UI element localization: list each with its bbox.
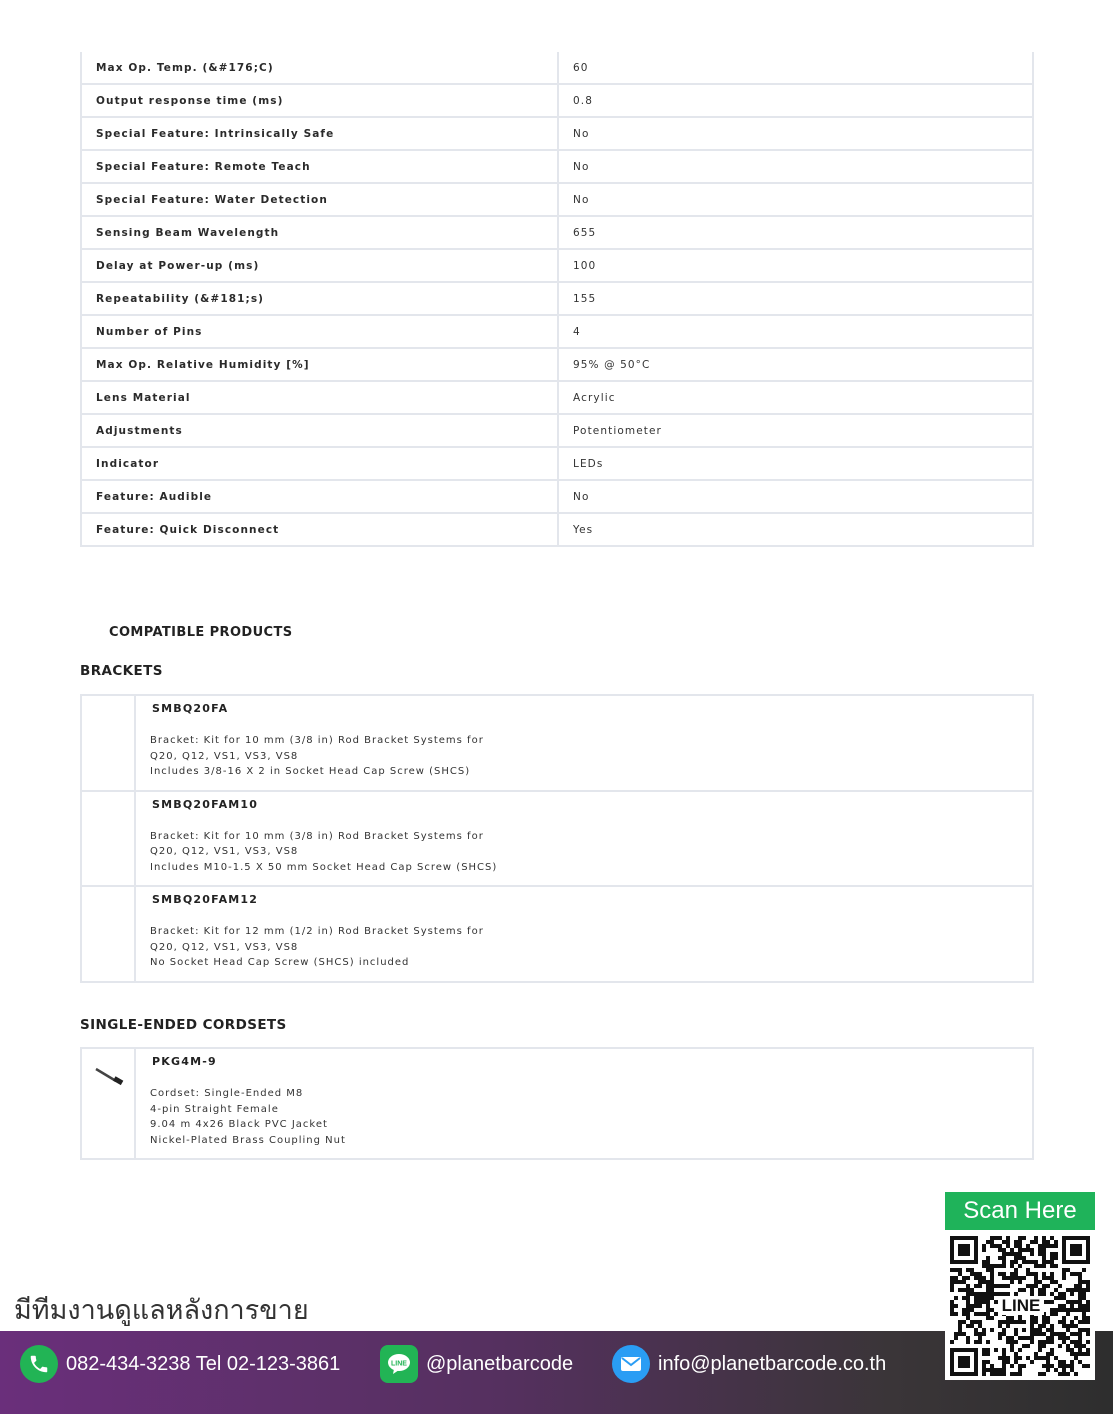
product-row[interactable]	[81, 1048, 1033, 1159]
product-description-line: Q20, Q12, VS1, VS3, VS8	[150, 750, 299, 762]
line-qr-code-card[interactable]	[945, 1192, 1095, 1380]
spec-value: 155	[558, 282, 1033, 315]
spec-row	[81, 117, 1033, 150]
spec-value: No	[558, 117, 1033, 150]
spec-value: 0.8	[558, 84, 1033, 117]
product-row[interactable]	[81, 791, 1033, 887]
line-id: @planetbarcode	[426, 1352, 574, 1375]
spec-label: Max Op. Relative Humidity [%]	[81, 348, 558, 381]
brackets-table	[80, 694, 1034, 983]
spec-label: Indicator	[81, 447, 558, 480]
spec-value: No	[558, 183, 1033, 216]
product-description	[150, 1086, 1018, 1148]
brackets-section-title: BRACKETS	[80, 663, 163, 679]
spec-value: 655	[558, 216, 1033, 249]
product-description-cell	[135, 695, 1033, 791]
spec-row	[81, 315, 1033, 348]
spec-row	[81, 282, 1033, 315]
product-image-cell	[81, 791, 135, 887]
spec-value: 100	[558, 249, 1033, 282]
line-contact[interactable]	[380, 1345, 573, 1383]
svg-text:LINE: LINE	[391, 1360, 407, 1368]
spec-value: Acrylic	[558, 381, 1033, 414]
spec-row	[81, 183, 1033, 216]
spec-label: Feature: Quick Disconnect	[81, 513, 558, 546]
cordset-cable-icon	[82, 1049, 134, 1089]
spec-label: Max Op. Temp. (&#176;C)	[81, 52, 558, 84]
phone-number: 082-434-3238 Tel 02-123-3861	[66, 1352, 341, 1375]
product-image-cell	[81, 1048, 135, 1159]
spec-row	[81, 414, 1033, 447]
spec-label: Lens Material	[81, 381, 558, 414]
after-sales-tagline: มีทีมงานดูแลหลังการขาย	[14, 1295, 309, 1326]
spec-value: Yes	[558, 513, 1033, 546]
product-description-line: Bracket: Kit for 10 mm (3/8 in) Rod Bracket Systems for	[150, 735, 484, 746]
cordsets-table	[80, 1047, 1034, 1160]
product-description-cell	[135, 791, 1033, 887]
product-description	[150, 924, 1018, 971]
product-description-line: Bracket: Kit for 10 mm (3/8 in) Rod Bracket Systems for	[150, 830, 484, 842]
spec-label: Special Feature: Water Detection	[81, 183, 558, 216]
product-name[interactable]: SMBQ20FAM12	[152, 893, 259, 906]
qr-header: Scan Here	[945, 1192, 1095, 1230]
spec-row	[81, 84, 1033, 117]
spec-row	[81, 381, 1033, 414]
product-description-line: 4-pin Straight Female	[150, 1103, 279, 1115]
spec-label: Delay at Power-up (ms)	[81, 249, 558, 282]
product-description-line: Nickel-Plated Brass Coupling Nut	[150, 1134, 346, 1146]
product-description	[150, 829, 1018, 876]
spec-label: Number of Pins	[81, 315, 558, 348]
spec-row	[81, 216, 1033, 249]
product-image-cell	[81, 695, 135, 791]
email-contact[interactable]	[612, 1345, 886, 1383]
qr-line-label: LINE	[998, 1296, 1044, 1315]
mail-icon	[612, 1345, 650, 1383]
spec-label: Repeatability (&#181;s)	[81, 282, 558, 315]
product-name[interactable]: SMBQ20FA	[152, 702, 229, 715]
product-description-line: Includes M10-1.5 X 50 mm Socket Head Cap Screw (SHCS)	[150, 861, 498, 873]
spec-value: 60	[558, 52, 1033, 84]
product-description-line: Includes 3/8-16 X 2 in Socket Head Cap Screw (SHCS)	[150, 766, 471, 777]
spec-row	[81, 52, 1033, 84]
product-description-line: Cordset: Single-Ended M8	[150, 1088, 304, 1099]
product-description-line: Bracket: Kit for 12 mm (1/2 in) Rod Bracket Systems for	[150, 926, 484, 937]
spec-table	[80, 52, 1034, 547]
spec-value: No	[558, 480, 1033, 513]
product-image-cell	[81, 886, 135, 982]
product-description-line: Q20, Q12, VS1, VS3, VS8	[150, 941, 299, 953]
spec-row	[81, 447, 1033, 480]
spec-value: 4	[558, 315, 1033, 348]
spec-label: Output response time (ms)	[81, 84, 558, 117]
spec-label: Special Feature: Intrinsically Safe	[81, 117, 558, 150]
product-description-line: No Socket Head Cap Screw (SHCS) included	[150, 957, 410, 968]
cordsets-section-title: SINGLE-ENDED CORDSETS	[80, 1017, 287, 1033]
email-address: info@planetbarcode.co.th	[658, 1352, 887, 1375]
product-description-line: Q20, Q12, VS1, VS3, VS8	[150, 846, 299, 857]
spec-value: Potentiometer	[558, 414, 1033, 447]
spec-label: Special Feature: Remote Teach	[81, 150, 558, 183]
product-name[interactable]: SMBQ20FAM10	[152, 797, 259, 811]
spec-value: 95% @ 50°C	[558, 348, 1033, 381]
product-description-line: 9.04 m 4x26 Black PVC Jacket	[150, 1119, 328, 1130]
qr-code	[950, 1236, 1090, 1376]
spec-row	[81, 249, 1033, 282]
spec-label: Sensing Beam Wavelength	[81, 216, 558, 249]
compatible-products-title: COMPATIBLE PRODUCTS	[109, 625, 293, 640]
spec-row	[81, 150, 1033, 183]
line-app-icon	[380, 1345, 418, 1383]
spec-row	[81, 480, 1033, 513]
product-name[interactable]: PKG4M-9	[152, 1055, 217, 1068]
spec-value: No	[558, 150, 1033, 183]
phone-contact[interactable]	[20, 1345, 340, 1383]
product-description	[150, 733, 1018, 780]
product-row[interactable]	[81, 695, 1033, 791]
spec-row	[81, 513, 1033, 546]
product-row[interactable]	[81, 886, 1033, 982]
phone-icon	[20, 1345, 58, 1383]
spec-label: Feature: Audible	[81, 480, 558, 513]
product-description-cell	[135, 1048, 1033, 1159]
spec-row	[81, 348, 1033, 381]
product-description-cell	[135, 886, 1033, 982]
spec-value: LEDs	[558, 447, 1033, 480]
spec-label: Adjustments	[81, 414, 558, 447]
